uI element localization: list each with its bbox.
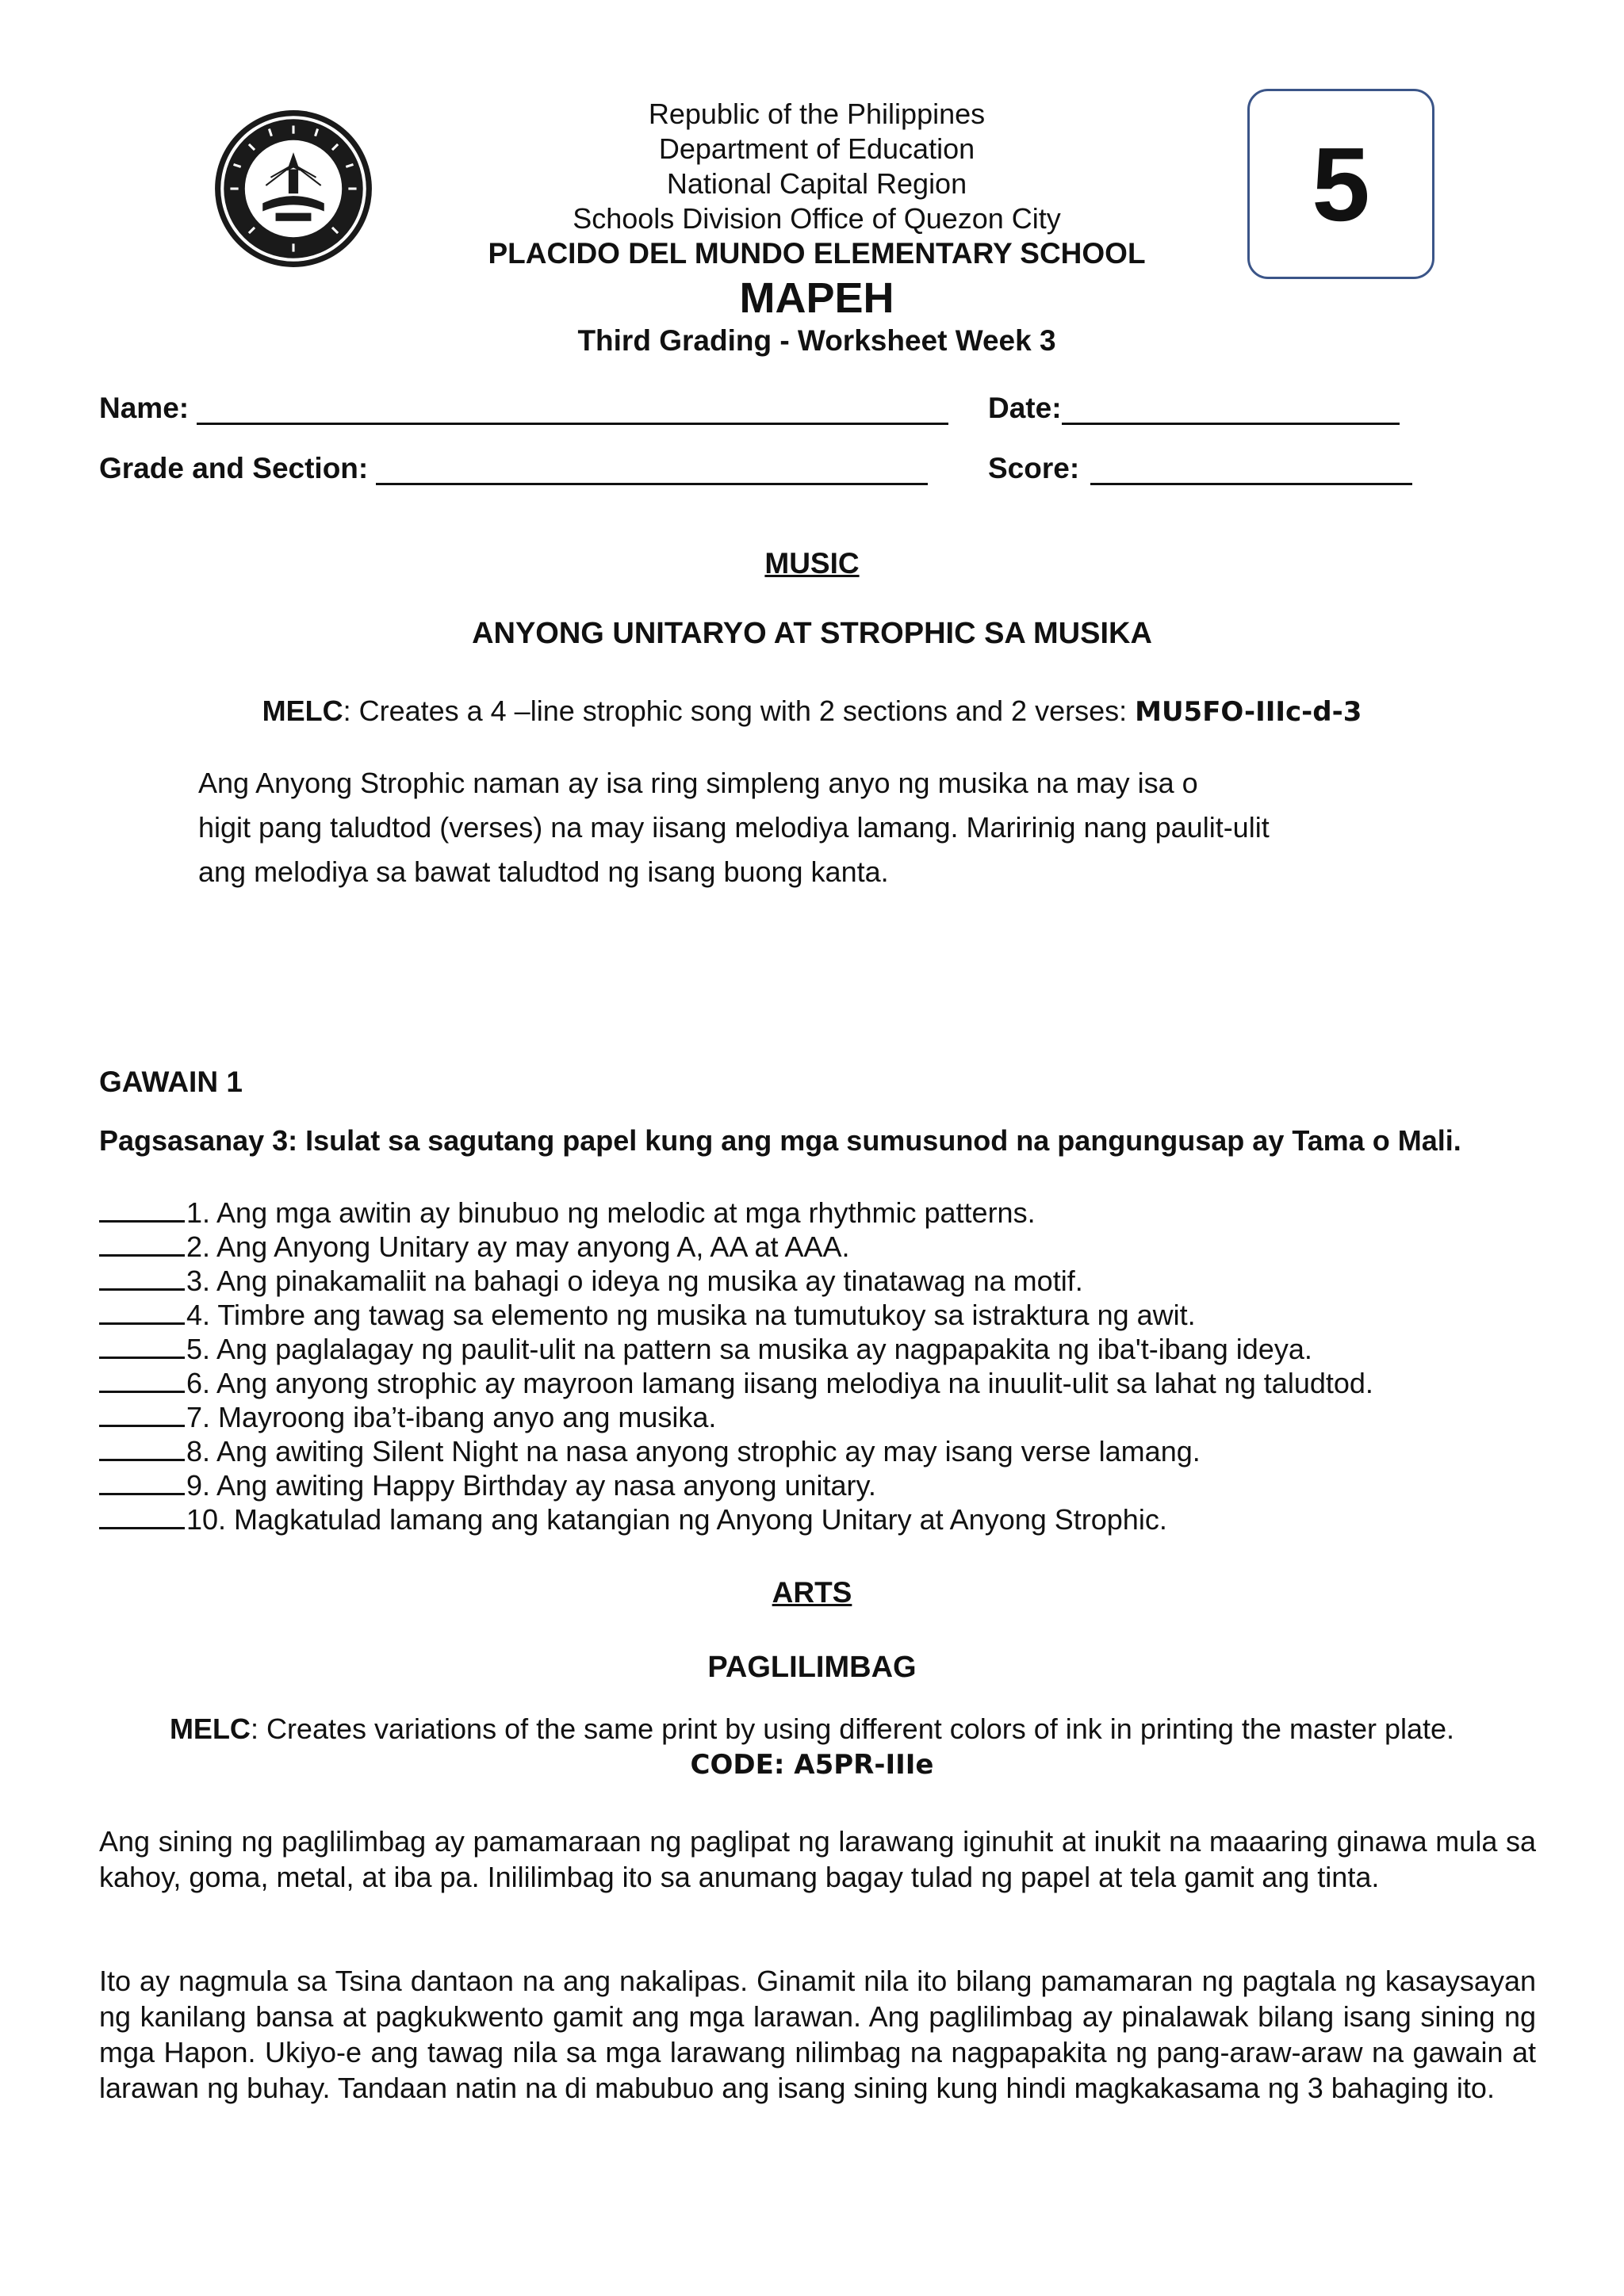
music-melc-label: MELC	[262, 695, 343, 727]
item-text: 9. Ang awiting Happy Birthday ay nasa anyong unitary.	[186, 1469, 876, 1502]
answer-blank[interactable]	[99, 1333, 185, 1359]
item-text: 6. Ang anyong strophic ay mayroon lamang iisang melodiya na inuulit-ulit sa lahat ng taludtod.	[186, 1367, 1373, 1399]
subject-title: MAPEH	[739, 274, 894, 322]
list-item	[99, 1400, 1373, 1434]
answer-blank[interactable]	[99, 1401, 185, 1427]
list-item	[99, 1434, 1373, 1468]
arts-paragraph-2: Ito ay nagmula sa Tsina dantaon na ang nakalipas. Ginamit nila ito bilang pamamaran ng pagtala ng kasaysayan ng kanilang bansa at pagkukwento gamit ang mga larawan. Ang paglilimbag ay pinalawak bilang isang sining ng mga Hapon. Ukiyo-e ang tawag nila sa mga larawang nilimbag na nagpapakita ng pang-araw-araw na gawain at larawan ng buhay. Tandaan natin na di mabubuo ang isang sining kung hindi magkakasama ng 3 bahaging ito.	[99, 1965, 1536, 2104]
list-item	[99, 1264, 1373, 1298]
music-melc-text: : Creates a 4 –line strophic song with 2 sections and 2 verses:	[343, 695, 1136, 727]
item-text: 5. Ang paglalagay ng paulit-ulit na pattern sa musika ay nagpapakita ng iba't-ibang ideya.	[186, 1333, 1312, 1365]
arts-melc-text: : Creates variations of the same print by using different colors of ink in printing the master plate.	[250, 1712, 1455, 1745]
item-text: 8. Ang awiting Silent Night na nasa anyong strophic ay may isang verse lamang.	[186, 1435, 1201, 1468]
arts-topic: PAGLILIMBAG	[707, 1651, 917, 1684]
answer-blank[interactable]	[99, 1469, 185, 1495]
list-item	[99, 1230, 1373, 1264]
list-item	[99, 1332, 1373, 1366]
music-intro-line: ang melodiya sa bawat taludtod ng isang buong kanta.	[198, 855, 889, 888]
grade-section-field[interactable]	[99, 452, 928, 485]
list-item	[99, 1468, 1373, 1502]
item-text: 2. Ang Anyong Unitary ay may anyong A, AA at AAA.	[186, 1230, 850, 1263]
list-item	[99, 1196, 1373, 1230]
music-intro-line: Ang Anyong Strophic naman ay isa ring simpleng anyo ng musika na may isa o	[198, 767, 1198, 799]
arts-paragraph-1: Ang sining ng paglilimbag ay pamamaraan ng paglipat ng larawang iginuhit at inukit na maaaring ginawa mula sa kahoy, goma, metal, at iba pa. Inililimbag ito sa anumang bagay tulad ng papel at tela gamit ang tinta.	[99, 1825, 1536, 1893]
arts-section-title: ARTS	[772, 1576, 852, 1609]
school-seal-icon	[213, 108, 374, 270]
score-line[interactable]	[1090, 456, 1412, 485]
name-line[interactable]	[197, 396, 948, 425]
music-melc-code: MU5FO-IIIc-d-3	[1135, 696, 1362, 728]
date-label: Date:	[988, 392, 1062, 424]
grade-badge: 5	[1247, 89, 1434, 279]
header-line-region: National Capital Region	[666, 167, 967, 200]
activity-title: GAWAIN 1	[99, 1066, 243, 1098]
score-label: Score:	[988, 452, 1080, 484]
grade-section-line[interactable]	[376, 456, 928, 485]
answer-blank[interactable]	[99, 1230, 185, 1257]
answer-blank[interactable]	[99, 1435, 185, 1461]
score-field[interactable]	[988, 452, 1412, 485]
grade-section-label: Grade and Section:	[99, 452, 369, 484]
header-line-division: Schools Division Office of Quezon City	[573, 202, 1061, 235]
music-topic: ANYONG UNITARYO AT STROPHIC SA MUSIKA	[472, 617, 1152, 650]
item-text: 3. Ang pinakamaliit na bahagi o ideya ng musika ay tinatawag na motif.	[186, 1265, 1083, 1297]
item-text: 10. Magkatulad lamang ang katangian ng Anyong Unitary at Anyong Strophic.	[186, 1503, 1167, 1536]
name-field[interactable]	[99, 392, 948, 425]
item-text: 7. Mayroong iba’t-ibang anyo ang musika.	[186, 1401, 717, 1433]
item-text: 1. Ang mga awitin ay binubuo ng melodic at mga rhythmic patterns.	[186, 1196, 1036, 1229]
music-section-title: MUSIC	[764, 547, 860, 580]
item-text: 4. Timbre ang tawag sa elemento ng musika na tumutukoy sa istraktura ng awit.	[186, 1299, 1196, 1331]
arts-melc	[0, 1712, 1624, 1746]
date-line[interactable]	[1062, 396, 1400, 425]
answer-blank[interactable]	[99, 1367, 185, 1393]
date-field[interactable]	[988, 392, 1400, 425]
arts-melc-label: MELC	[169, 1712, 251, 1745]
activity-items	[99, 1196, 1373, 1536]
music-intro-line: higit pang taludtod (verses) na may iisang melodiya lamang. Maririnig nang paulit-ulit	[198, 811, 1270, 844]
school-name: PLACIDO DEL MUNDO ELEMENTARY SCHOOL	[488, 237, 1146, 270]
header-line-republic: Republic of the Philippines	[648, 98, 986, 130]
list-item	[99, 1298, 1373, 1332]
answer-blank[interactable]	[99, 1503, 185, 1529]
answer-blank[interactable]	[99, 1299, 185, 1325]
music-intro	[198, 761, 1467, 894]
worksheet-title: Third Grading - Worksheet Week 3	[577, 324, 1056, 357]
answer-blank[interactable]	[99, 1196, 185, 1223]
music-melc	[0, 695, 1624, 728]
list-item	[99, 1366, 1373, 1400]
activity-instruction: Pagsasanay 3: Isulat sa sagutang papel kung ang mga sumusunod na pangungusap ay Tama o Mali.	[99, 1124, 1461, 1157]
name-label: Name:	[99, 392, 190, 424]
answer-blank[interactable]	[99, 1265, 185, 1291]
arts-code: CODE: A5PR-IIIe	[690, 1749, 934, 1781]
list-item	[99, 1502, 1373, 1536]
header-line-department: Department of Education	[658, 132, 975, 165]
